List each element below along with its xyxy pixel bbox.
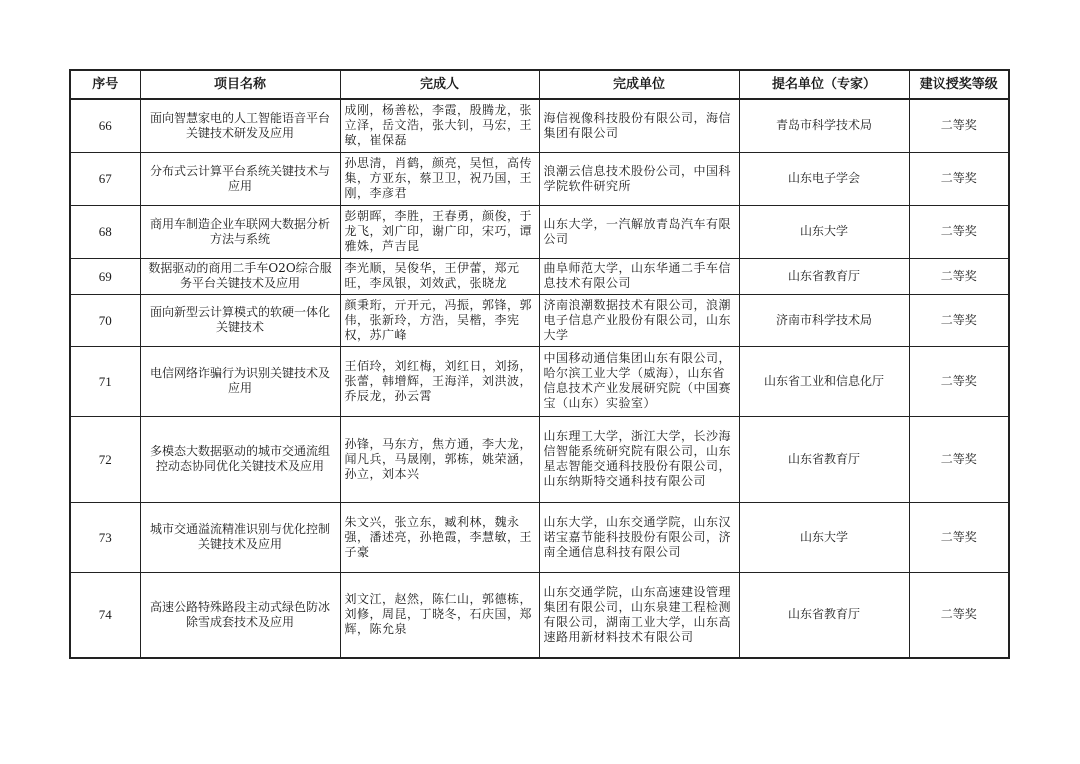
table-row — [70, 294, 1009, 346]
cell-nominator: 山东省工业和信息化厅 — [739, 346, 909, 416]
table-row — [70, 258, 1009, 294]
cell-no: 73 — [70, 502, 140, 572]
cell-project: 面向新型云计算模式的软硬一体化关键技术 — [140, 294, 340, 346]
header-row — [70, 70, 1009, 99]
header-nominator: 提名单位（专家） — [739, 70, 909, 99]
cell-no: 67 — [70, 152, 140, 205]
cell-people: 朱文兴，张立东，臧利林，魏永强，潘述亮，孙艳霞，李慧敏，王子豪 — [340, 502, 539, 572]
cell-project: 分布式云计算平台系统关键技术与应用 — [140, 152, 340, 205]
cell-project: 高速公路特殊路段主动式绿色防冰除雪成套技术及应用 — [140, 572, 340, 658]
cell-project: 城市交通溢流精准识别与优化控制关键技术及应用 — [140, 502, 340, 572]
cell-no: 74 — [70, 572, 140, 658]
cell-units: 中国移动通信集团山东有限公司，哈尔滨工业大学（威海），山东省信息技术产业发展研究院（中国赛宝（山东）实验室） — [539, 346, 739, 416]
cell-units: 山东大学，山东交通学院，山东汉诺宝嘉节能科技股份有限公司，济南全通信息科技有限公司 — [539, 502, 739, 572]
cell-units: 山东交通学院，山东高速建设管理集团有限公司，山东泉建工程检测有限公司，湖南工业大学，山东高速路用新材料技术有限公司 — [539, 572, 739, 658]
cell-people: 孙思清，肖鹤，颜亮，吴恒，高传集，方亚东，蔡卫卫，祝乃国，王刚，李彦君 — [340, 152, 539, 205]
cell-no: 71 — [70, 346, 140, 416]
cell-nominator: 山东电子学会 — [739, 152, 909, 205]
cell-people: 李光顺，吴俊华，王伊蕾，郑元旺，李凤银，刘效武，张晓龙 — [340, 258, 539, 294]
cell-units: 山东理工大学，浙江大学，长沙海信智能系统研究院有限公司，山东星志智能交通科技股份有限公司，山东纳斯特交通科技有限公司 — [539, 416, 739, 502]
table-row — [70, 572, 1009, 658]
cell-nominator: 济南市科学技术局 — [739, 294, 909, 346]
cell-level: 二等奖 — [909, 258, 1009, 294]
cell-nominator: 山东省教育厅 — [739, 416, 909, 502]
cell-units: 曲阜师范大学，山东华通二手车信息技术有限公司 — [539, 258, 739, 294]
cell-units: 济南浪潮数据技术有限公司，浪潮电子信息产业股份有限公司，山东大学 — [539, 294, 739, 346]
cell-nominator: 山东大学 — [739, 502, 909, 572]
cell-level: 二等奖 — [909, 572, 1009, 658]
table-row — [70, 152, 1009, 205]
cell-units: 浪潮云信息技术股份公司，中国科学院软件研究所 — [539, 152, 739, 205]
award-table-sheet — [69, 69, 1010, 659]
cell-no: 68 — [70, 205, 140, 258]
cell-people: 成刚，杨善松，李霞，殷腾龙，张立泽，岳文浩，张大钊，马宏，王敏，崔保磊 — [340, 99, 539, 152]
cell-level: 二等奖 — [909, 205, 1009, 258]
cell-project: 数据驱动的商用二手车O2O综合服务平台关键技术及应用 — [140, 258, 340, 294]
cell-project: 多模态大数据驱动的城市交通流组控动态协同优化关键技术及应用 — [140, 416, 340, 502]
cell-level: 二等奖 — [909, 416, 1009, 502]
cell-no: 70 — [70, 294, 140, 346]
cell-nominator: 青岛市科学技术局 — [739, 99, 909, 152]
cell-nominator: 山东大学 — [739, 205, 909, 258]
award-table — [69, 69, 1010, 659]
header-units: 完成单位 — [539, 70, 739, 99]
table-row — [70, 205, 1009, 258]
table-row — [70, 346, 1009, 416]
cell-project: 电信网络诈骗行为识别关键技术及应用 — [140, 346, 340, 416]
cell-people: 王佰玲，刘红梅，刘红日，刘扬，张蕾，韩增辉，王海洋，刘洪波，乔辰龙，孙云霄 — [340, 346, 539, 416]
cell-nominator: 山东省教育厅 — [739, 258, 909, 294]
header-project: 项目名称 — [140, 70, 340, 99]
cell-units: 山东大学，一汽解放青岛汽车有限公司 — [539, 205, 739, 258]
cell-no: 66 — [70, 99, 140, 152]
cell-level: 二等奖 — [909, 502, 1009, 572]
cell-people: 颜秉珩，亓开元，冯振，郭锋，郭伟，张新玲，方浩，吴楷，李宪权，苏广峰 — [340, 294, 539, 346]
cell-units: 海信视像科技股份有限公司，海信集团有限公司 — [539, 99, 739, 152]
cell-project: 面向智慧家电的人工智能语音平台关键技术研发及应用 — [140, 99, 340, 152]
cell-people: 刘文江，赵然，陈仁山，郭德栋，刘修，周昆，丁晓冬，石庆国，郑辉，陈允泉 — [340, 572, 539, 658]
cell-level: 二等奖 — [909, 152, 1009, 205]
table-row — [70, 416, 1009, 502]
header-no: 序号 — [70, 70, 140, 99]
header-level: 建议授奖等级 — [909, 70, 1009, 99]
cell-people: 彭朝晖，李胜，王春勇，颜俊，于龙飞，刘广印，谢广印，宋巧，谭雅姝，芦吉昆 — [340, 205, 539, 258]
cell-project: 商用车制造企业车联网大数据分析方法与系统 — [140, 205, 340, 258]
cell-nominator: 山东省教育厅 — [739, 572, 909, 658]
cell-level: 二等奖 — [909, 294, 1009, 346]
cell-no: 69 — [70, 258, 140, 294]
table-row — [70, 99, 1009, 152]
header-people: 完成人 — [340, 70, 539, 99]
table-row — [70, 502, 1009, 572]
cell-people: 孙锋，马东方，焦方通，李大龙，闻凡兵，马晟刚，郭栋，姚荣涵，孙立，刘本兴 — [340, 416, 539, 502]
cell-level: 二等奖 — [909, 346, 1009, 416]
cell-level: 二等奖 — [909, 99, 1009, 152]
cell-no: 72 — [70, 416, 140, 502]
